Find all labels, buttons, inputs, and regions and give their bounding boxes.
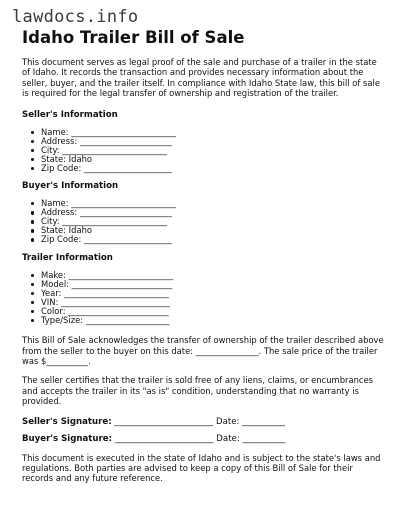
seller-city-field: City: _________________________ bbox=[41, 146, 384, 155]
acknowledgment-paragraph: This Bill of Sale acknowledges the transfer of ownership of the trailer described above from the seller to the buyer on this date: _______________. The sale price of the trailer was $__________. bbox=[22, 335, 384, 366]
buyer-signature-line bbox=[22, 434, 384, 445]
buyer-list bbox=[22, 199, 384, 244]
buyer-heading: Buyer's Information bbox=[22, 181, 119, 192]
trailer-model-field: Model: ________________________ bbox=[41, 280, 384, 289]
intro-paragraph: This document serves as legal proof of the sale and purchase of a trailer in the state of Idaho. It records the transaction and provides necessary information about the seller, buyer, and the trailer itself. In compliance with Idaho State law, this bill of sale is required for the legal transfer of ownership and registration of the trailer. bbox=[22, 57, 380, 99]
seller-signature-blank: _______________________ Date: __________ bbox=[111, 416, 286, 427]
certification-paragraph: The seller certifies that the trailer is sold free of any liens, claims, or encumbrances and accepts the trailer in its "as is" condition, understanding that no warranty is provided. bbox=[22, 375, 374, 407]
trailer-vin-field: VIN: __________________________ bbox=[41, 298, 384, 307]
trailer-list bbox=[22, 271, 384, 326]
buyer-address-field: Address: ______________________ bbox=[41, 208, 384, 217]
trailer-year-field: Year: _________________________ bbox=[41, 289, 384, 298]
buyer-signature-label: Buyer's Signature: bbox=[22, 433, 113, 444]
buyer-city-field: City: _________________________ bbox=[41, 217, 384, 226]
seller-heading: Seller's Information bbox=[22, 109, 118, 120]
buyer-state-field: State: Idaho bbox=[41, 226, 384, 235]
buyer-signature-blank: _______________________ Date: __________ bbox=[112, 433, 286, 444]
trailer-make-field: Make: _________________________ bbox=[41, 271, 384, 280]
seller-signature-label: Seller's Signature: bbox=[22, 416, 112, 427]
seller-signature-line bbox=[22, 417, 384, 428]
trailer-heading: Trailer Information bbox=[22, 252, 113, 263]
watermark-text: lawdocs.info bbox=[12, 7, 139, 27]
seller-state-field: State: Idaho bbox=[41, 155, 384, 164]
seller-name-field: Name: _________________________ bbox=[41, 128, 384, 137]
seller-address-field: Address: ______________________ bbox=[41, 137, 384, 146]
seller-list bbox=[22, 128, 384, 173]
document-title: Idaho Trailer Bill of Sale bbox=[22, 28, 245, 47]
closing-paragraph: This document is executed in the state of Idaho and is subject to the state's laws and regulations. Both parties are advised to keep a copy of this Bill of Sale for their records and any future reference. bbox=[22, 452, 381, 484]
document-page bbox=[22, 28, 384, 484]
trailer-color-field: Color: ________________________ bbox=[41, 307, 384, 316]
seller-zip-field: Zip Code: _____________________ bbox=[41, 164, 384, 173]
buyer-zip-field: Zip Code: _____________________ bbox=[41, 235, 384, 244]
buyer-name-field: Name: _________________________ bbox=[41, 199, 384, 208]
trailer-type-size-field: Type/Size: ____________________ bbox=[41, 316, 384, 325]
